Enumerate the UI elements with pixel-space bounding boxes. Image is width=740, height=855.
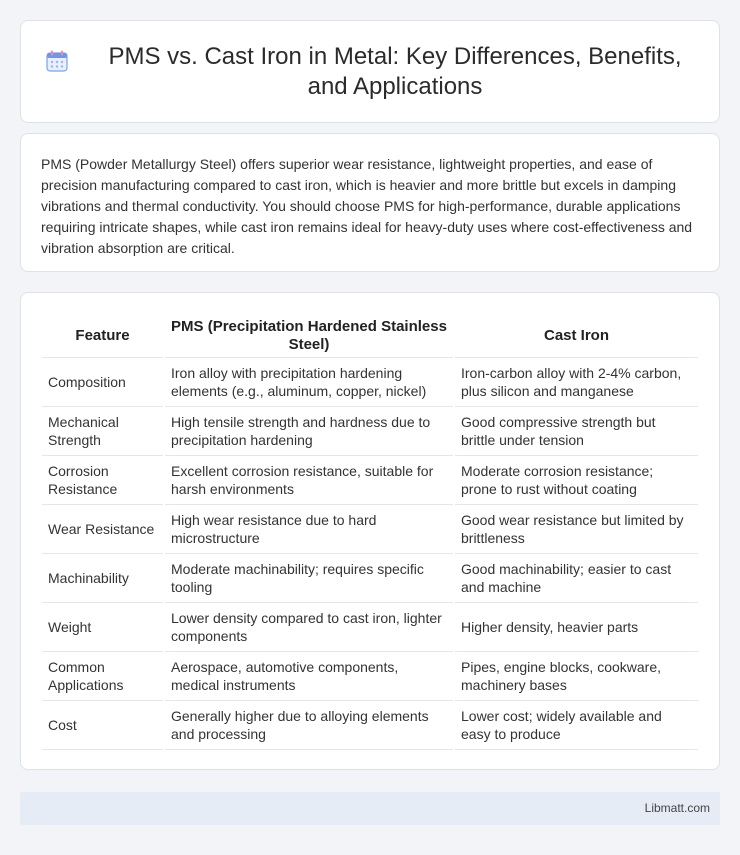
cast-iron-cell: Higher density, heavier parts bbox=[454, 603, 698, 652]
cast-iron-cell: Good machinability; easier to cast and machine bbox=[454, 554, 698, 603]
table-row bbox=[42, 358, 698, 407]
table-row bbox=[42, 407, 698, 456]
header-cast-iron: Cast Iron bbox=[454, 316, 698, 358]
title-card bbox=[20, 20, 720, 123]
header-pms: PMS (Precipitation Hardened Stainless Steel) bbox=[164, 316, 454, 358]
cast-iron-cell: Iron-carbon alloy with 2-4% carbon, plus silicon and manganese bbox=[454, 358, 698, 407]
pms-cell: Moderate machinability; requires specific tooling bbox=[164, 554, 454, 603]
pms-cell: Lower density compared to cast iron, lighter components bbox=[164, 603, 454, 652]
cast-iron-cell: Good compressive strength but brittle under tension bbox=[454, 407, 698, 456]
table-row bbox=[42, 652, 698, 701]
table-row bbox=[42, 554, 698, 603]
table-header-row bbox=[42, 316, 698, 358]
feature-cell: Machinability bbox=[42, 554, 164, 603]
pms-cell: Generally higher due to alloying elements and processing bbox=[164, 701, 454, 750]
cast-iron-cell: Moderate corrosion resistance; prone to rust without coating bbox=[454, 456, 698, 505]
intro-paragraph: PMS (Powder Metallurgy Steel) offers superior wear resistance, lightweight properties, and ease of precision manufacturing compared to cast iron, which is heavier and more brittle but excels in damping vibrations and thermal conductivity. You should choose PMS for high-performance, durable applications requiring intricate shapes, while cast iron remains ideal for heavy-duty uses where cost-effectiveness and vibration absorption are critical. bbox=[41, 156, 693, 256]
feature-cell: Cost bbox=[42, 701, 164, 750]
feature-cell: Corrosion Resistance bbox=[42, 456, 164, 505]
table-row bbox=[42, 505, 698, 554]
calendar-icon bbox=[45, 49, 69, 73]
cast-iron-cell: Pipes, engine blocks, cookware, machinery bases bbox=[454, 652, 698, 701]
feature-cell: Composition bbox=[42, 358, 164, 407]
pms-cell: Aerospace, automotive components, medical instruments bbox=[164, 652, 454, 701]
cast-iron-cell: Lower cost; widely available and easy to produce bbox=[454, 701, 698, 750]
cast-iron-cell: Good wear resistance but limited by brittleness bbox=[454, 505, 698, 554]
feature-cell: Wear Resistance bbox=[42, 505, 164, 554]
footer-bar bbox=[20, 792, 720, 825]
table-row bbox=[42, 456, 698, 505]
feature-cell: Common Applications bbox=[42, 652, 164, 701]
pms-cell: Excellent corrosion resistance, suitable for harsh environments bbox=[164, 456, 454, 505]
table-row bbox=[42, 603, 698, 652]
table-row bbox=[42, 701, 698, 750]
pms-cell: High tensile strength and hardness due to precipitation hardening bbox=[164, 407, 454, 456]
pms-cell: High wear resistance due to hard microstructure bbox=[164, 505, 454, 554]
footer-brand-link[interactable]: Libmatt.com bbox=[644, 801, 710, 815]
feature-cell: Mechanical Strength bbox=[42, 407, 164, 456]
comparison-table bbox=[42, 316, 698, 750]
pms-cell: Iron alloy with precipitation hardening elements (e.g., aluminum, copper, nickel) bbox=[164, 358, 454, 407]
feature-cell: Weight bbox=[42, 603, 164, 652]
header-feature: Feature bbox=[42, 316, 164, 358]
intro-card bbox=[20, 133, 720, 272]
comparison-card bbox=[20, 292, 720, 770]
page-title: PMS vs. Cast Iron in Metal: Key Differences, Benefits, and Applications bbox=[108, 42, 682, 100]
